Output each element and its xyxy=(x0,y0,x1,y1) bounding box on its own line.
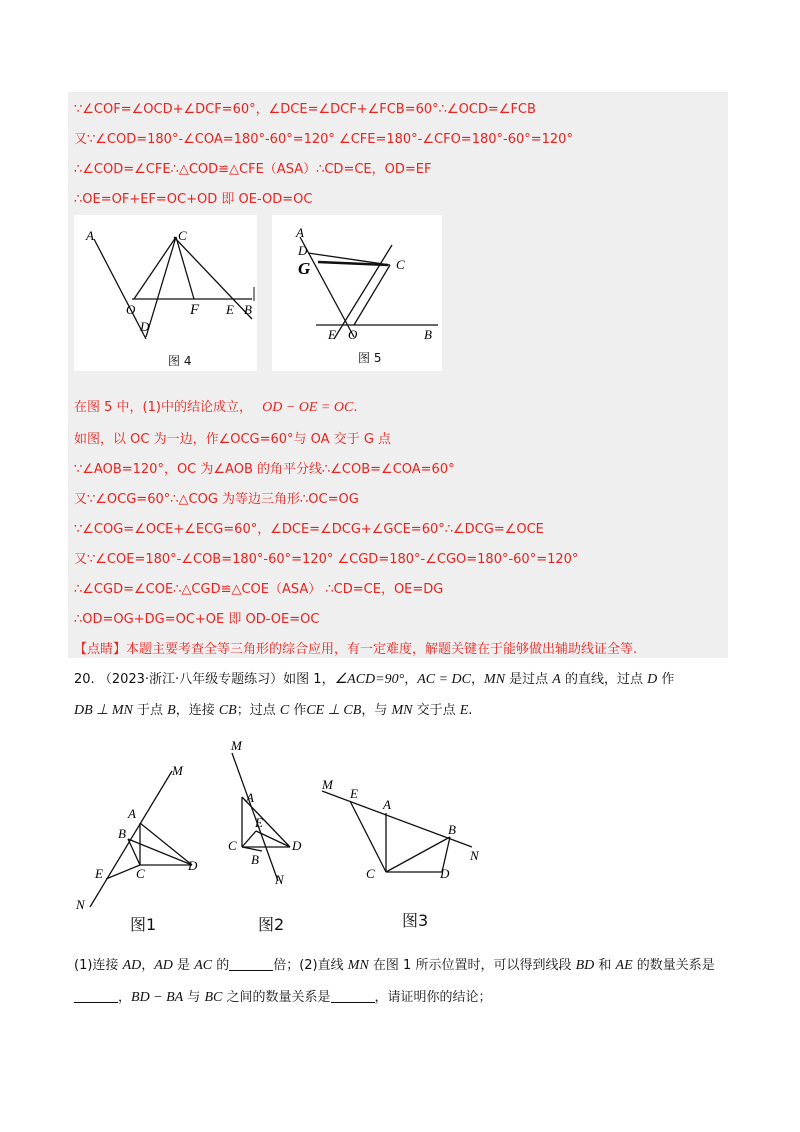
fig1-label-e: E xyxy=(95,866,103,881)
fig1-label-c: C xyxy=(136,866,145,881)
solution-line-7: 又∵∠OCG=60°∴△COG 为等边三角形∴OC=OG xyxy=(74,492,359,507)
fig3-label-a: A xyxy=(383,797,391,812)
solution-line-10: ∴∠CGD=∠COE∴△CGD≌△COE（ASA） ∴CD=CE，OE=DG xyxy=(74,582,444,597)
q2-c: 与 xyxy=(183,990,205,1005)
problem-mn: MN xyxy=(484,672,506,687)
answer-blank-3[interactable] xyxy=(331,990,375,1003)
fig5-label-g: G xyxy=(298,259,311,278)
q1-a: (1)连接 xyxy=(74,958,123,973)
fig4-caption: 图 4 xyxy=(168,354,192,368)
problem-a: A xyxy=(552,672,561,687)
problem-20-line-2 xyxy=(74,699,472,719)
problem-angle-acd: ∠ACD=90° xyxy=(334,672,405,687)
fig1-caption: 图1 xyxy=(130,915,157,934)
fig1-label-b: B xyxy=(118,826,126,841)
fig5-label-c: C xyxy=(396,257,405,272)
q1-h: 倍；(2)直线 xyxy=(273,958,348,973)
figure-4-diagram xyxy=(74,215,257,371)
q2-bd-ba: BD − BA xyxy=(131,990,184,1005)
fig3-label-b: B xyxy=(448,822,456,837)
fig5-label-b: B xyxy=(424,327,432,342)
problem-number: 20. xyxy=(74,672,95,687)
para2-intro-text: 在图 5 中，(1)中的结论成立， xyxy=(74,400,252,415)
fig3-label-c: C xyxy=(366,866,375,881)
fig5-label-e: E xyxy=(328,327,336,342)
question-line-1 xyxy=(74,954,715,974)
fig4-label-o: O xyxy=(126,302,136,317)
solution-line-1: ∵∠COF=∠OCD+∠DCF=60°，∠DCE=∠DCF+∠FCB=60°∴∠OCD=∠FCB xyxy=(74,102,536,117)
fig4-label-e: E xyxy=(226,302,234,317)
fig4-label-c: C xyxy=(178,228,187,243)
para2-end: . xyxy=(353,400,358,415)
fig2-label-d: D xyxy=(292,838,302,853)
fig3-label-e: E xyxy=(350,786,358,801)
solution-line-6: ∵∠AOB=120°，OC 为∠AOB 的角平分线∴∠COB=∠COA=60° xyxy=(74,462,455,477)
fig4-line-co xyxy=(134,237,176,299)
fig4-label-a: A xyxy=(86,228,94,243)
fig2-label-m: M xyxy=(231,738,242,753)
question-line-2 xyxy=(74,986,492,1006)
q1-mn: MN xyxy=(347,958,369,973)
problem-d: D xyxy=(647,672,658,687)
figure-4 xyxy=(74,215,257,371)
problem-l2-k: MN xyxy=(391,703,413,718)
q2-bc: BC xyxy=(204,990,223,1005)
fig1-line-ad xyxy=(140,823,192,865)
fig2-label-c: C xyxy=(228,838,237,853)
solution-line-5: 如图，以 OC 为一边，作∠OCG=60°与 OA 交于 G 点 xyxy=(74,432,392,447)
fig4-label-d: D xyxy=(140,319,150,334)
q1-j: 在图 1 所示位置时，可以得到线段 xyxy=(368,958,576,973)
para2-formula: OD − OE = OC xyxy=(262,400,354,415)
problem-figures xyxy=(60,735,510,935)
problem-sep-1: ， xyxy=(404,672,418,687)
q1-ad-1: AD xyxy=(122,958,142,973)
solution-line-9: 又∵∠COE=180°-∠COB=180°-60°=120° ∠CGD=180°-∠CGO=180°-60°=120° xyxy=(74,552,579,567)
problem-sep-2: ， xyxy=(471,672,485,687)
q1-g: 的 xyxy=(212,958,230,973)
solution-para2-intro xyxy=(74,396,357,416)
q1-bd: BD xyxy=(575,958,595,973)
problem-l2-n: . xyxy=(468,703,473,718)
solution-line-11: ∴OD=OG+DG=OC+OE 即 OD-OE=OC xyxy=(74,612,320,627)
fig5-caption: 图 5 xyxy=(358,351,382,365)
fig1-label-d: D xyxy=(188,858,198,873)
fig5-label-d: D xyxy=(298,243,308,258)
q1-ac: AC xyxy=(194,958,213,973)
fig3-label-m: M xyxy=(322,777,333,792)
fig1-label-n: N xyxy=(76,897,85,912)
fig3-line-ec xyxy=(350,801,386,872)
fig2-line-ce xyxy=(242,831,256,847)
figure-5 xyxy=(272,215,442,371)
problem-ac-dc: AC = DC xyxy=(417,672,472,687)
q1-ae: AE xyxy=(615,958,633,973)
fig2-caption: 图2 xyxy=(258,915,285,934)
problem-db-perp-mn: DB ⊥ MN xyxy=(74,703,133,718)
problem-text-1: 是过点 xyxy=(505,672,553,687)
fig5-label-o: O xyxy=(348,327,358,342)
fig3-label-n: N xyxy=(470,848,479,863)
fig4-line-cd xyxy=(146,237,176,337)
q1-c: ， xyxy=(141,958,155,973)
problem-l2-g: C xyxy=(279,703,290,718)
problem-l2-j: ，与 xyxy=(361,703,392,718)
fig4-label-f: F xyxy=(190,302,200,318)
fig4-line-ce xyxy=(174,237,252,319)
solution-line-8: ∵∠COG=∠OCE+∠ECG=60°，∠DCE=∠DCG+∠GCE=60°∴∠DCG=∠OCE xyxy=(74,522,544,537)
answer-blank-2[interactable] xyxy=(74,990,118,1003)
problem-l2-c: B xyxy=(167,703,176,718)
problem-text-3: 作 xyxy=(657,672,675,687)
problem-l2-h: 作 xyxy=(289,703,307,718)
fig2-label-n: N xyxy=(275,872,284,887)
problem-l2-d: ，连接 xyxy=(175,703,219,718)
q1-e: 是 xyxy=(172,958,195,973)
problem-l2-l: 交于点 xyxy=(412,703,460,718)
solution-line-4: ∴OE=OF+EF=OC+OD 即 OE-OD=OC xyxy=(74,192,313,207)
answer-blank-1[interactable] xyxy=(229,958,273,971)
q2-f: ，请证明你的结论； xyxy=(374,990,492,1005)
fig4-label-b: B xyxy=(244,302,252,317)
problem-ce-perp-cb: CE ⊥ CB xyxy=(306,703,362,718)
fig3-caption: 图3 xyxy=(402,911,429,930)
problem-l2-f: ；过点 xyxy=(236,703,280,718)
q2-a: ， xyxy=(118,990,132,1005)
fig3-label-d: D xyxy=(440,866,450,881)
solution-line-3: ∴∠COD=∠CFE∴△COD≌△CFE（ASA）∴CD=CE，OD=EF xyxy=(74,162,432,177)
q2-e: 之间的数量关系是 xyxy=(222,990,331,1005)
fig2-line-ed xyxy=(256,831,290,847)
problem-20-line-1 xyxy=(74,668,674,688)
fig5-line-ao xyxy=(300,237,354,337)
fig5-line-gc xyxy=(318,262,388,265)
fig2-label-b: B xyxy=(251,852,259,867)
fig4-line-ad xyxy=(94,239,146,339)
problem-l2-b: 于点 xyxy=(132,703,168,718)
fig2-label-e: E xyxy=(255,815,263,830)
fig1-label-a: A xyxy=(128,806,136,821)
problem-l2-m: E xyxy=(459,703,469,718)
problem-l2-e: CB xyxy=(218,703,237,718)
solution-comment: 【点睛】本题主要考查全等三角形的综合应用，有一定难度，解题关键在于能够做出辅助线证全等. xyxy=(74,642,638,657)
problem-source: （2023·浙江·八年级专题练习）如图 1， xyxy=(98,672,335,687)
solution-line-2: 又∵∠COD=180°-∠COA=180°-60°=120° ∠CFE=180°-∠CFO=180°-60°=120° xyxy=(74,132,573,147)
q1-n: 的数量关系是 xyxy=(632,958,715,973)
fig5-line-co xyxy=(354,265,390,325)
problem-text-2: 的直线，过点 xyxy=(560,672,648,687)
fig4-line-cf xyxy=(176,237,194,299)
q1-ad-2: AD xyxy=(154,958,173,973)
fig2-label-a: A xyxy=(246,790,254,805)
q1-l: 和 xyxy=(594,958,616,973)
fig1-label-m: M xyxy=(172,763,183,778)
fig5-label-a: A xyxy=(296,225,304,240)
